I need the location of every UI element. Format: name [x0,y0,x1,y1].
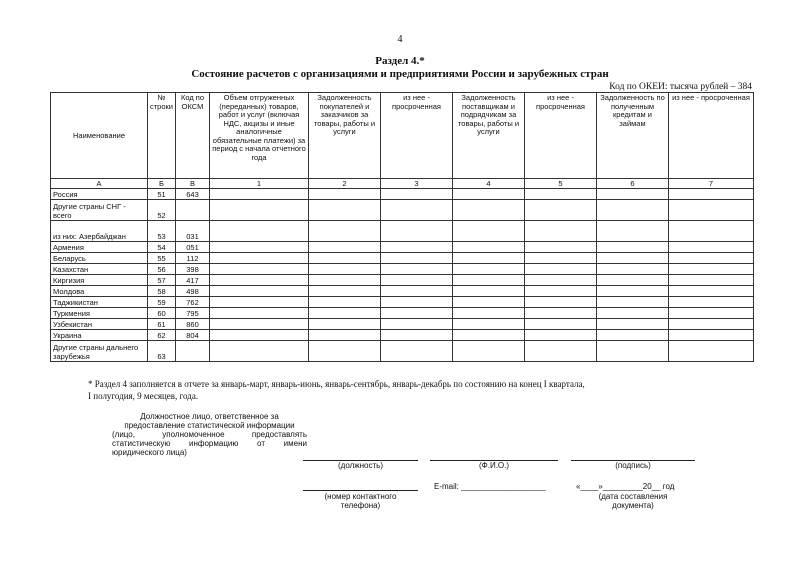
value-cell[interactable] [525,330,597,341]
value-cell[interactable] [210,200,309,221]
value-cell[interactable] [525,341,597,362]
value-cell[interactable] [381,200,453,221]
value-cell[interactable] [453,221,525,242]
official-line: юридического лица) [112,448,187,457]
row-line-number: 58 [148,286,176,297]
row-line-number: 57 [148,275,176,286]
value-cell[interactable] [669,341,754,362]
phone-caption-line: (номер контактного [324,492,397,501]
value-cell[interactable] [381,319,453,330]
value-cell[interactable] [309,319,381,330]
phone-line[interactable] [303,490,418,491]
header-col-2: Задолженность покупателей и заказчиков за товары, работы и услуги [309,93,381,179]
value-cell[interactable] [669,264,754,275]
row-name: Другие страны СНГ - всего [51,200,148,221]
value-cell[interactable] [525,308,597,319]
row-oksm-code: 762 [176,297,210,308]
value-cell[interactable] [210,341,309,362]
value-cell[interactable] [453,200,525,221]
value-cell[interactable] [525,319,597,330]
value-cell[interactable] [381,189,453,200]
value-cell[interactable] [453,330,525,341]
value-cell[interactable] [210,221,309,242]
value-cell[interactable] [525,253,597,264]
row-line-number: 63 [148,341,176,362]
row-name: Таджикистан [51,297,148,308]
col-letter: 5 [525,179,597,189]
header-col-3: из нее - просроченная [381,93,453,179]
col-letter: А [51,179,148,189]
col-letter: Б [148,179,176,189]
table-row [51,330,754,341]
value-cell[interactable] [669,330,754,341]
footnote-line: * Раздел 4 заполняется в отчете за январь-март, январь-июнь, январь-сентябрь, январь-декабрь по состоянию на конец I квартала, [88,379,585,389]
col-letter: В [176,179,210,189]
value-cell[interactable] [309,221,381,242]
table-header-row [51,93,754,179]
row-name: Киргизия [51,275,148,286]
value-cell[interactable] [453,242,525,253]
header-name: Наименование [51,93,148,179]
date-caption-line: документа) [612,501,654,510]
table-row [51,319,754,330]
table-row [51,286,754,297]
row-name: из них: Азербайджан [51,221,148,242]
official-line: (лицо, уполномоченное предоставлять [112,430,307,439]
value-cell[interactable] [309,200,381,221]
value-cell[interactable] [669,286,754,297]
column-letters-row [51,179,754,189]
value-cell[interactable] [309,308,381,319]
value-cell[interactable] [525,286,597,297]
row-name: Беларусь [51,253,148,264]
phone-caption-line: телефона) [340,501,381,510]
value-cell[interactable] [525,242,597,253]
value-cell[interactable] [381,264,453,275]
page-number: 4 [397,34,403,45]
row-oksm-code: 051 [176,242,210,253]
col-letter: 7 [669,179,754,189]
value-cell[interactable] [453,319,525,330]
row-oksm-code: 398 [176,264,210,275]
value-cell[interactable] [210,319,309,330]
table-row [51,275,754,286]
value-cell[interactable] [597,221,669,242]
value-cell[interactable] [669,189,754,200]
value-cell[interactable] [210,330,309,341]
date-field[interactable]: «____»_________20__ год [576,482,675,491]
value-cell[interactable] [309,242,381,253]
table-row [51,253,754,264]
value-cell[interactable] [597,275,669,286]
value-cell[interactable] [669,297,754,308]
value-cell[interactable] [309,330,381,341]
phone-caption [303,492,418,510]
value-cell[interactable] [525,221,597,242]
value-cell[interactable] [669,319,754,330]
value-cell[interactable] [381,308,453,319]
value-cell[interactable] [597,253,669,264]
value-cell[interactable] [669,200,754,221]
table-row [51,297,754,308]
settlements-table [50,92,754,362]
row-oksm-code [176,200,210,221]
row-line-number: 59 [148,297,176,308]
value-cell[interactable] [381,242,453,253]
row-line-number: 55 [148,253,176,264]
header-col-1: Объем отгруженных (переданных) товаров, работ и услуг (включая НДС, акцизы и иные аналогичные обязательные платежи) за период с начала отчетного года [210,93,309,179]
fio-caption: (Ф.И.О.) [478,461,510,470]
value-cell[interactable] [453,189,525,200]
col-letter: 4 [453,179,525,189]
value-cell[interactable] [210,275,309,286]
value-cell[interactable] [210,253,309,264]
value-cell[interactable] [597,264,669,275]
section-title: Раздел 4.* [375,55,425,67]
value-cell[interactable] [597,286,669,297]
value-cell[interactable] [453,341,525,362]
value-cell[interactable] [525,264,597,275]
row-name: Туркмения [51,308,148,319]
value-cell[interactable] [669,275,754,286]
value-cell[interactable] [210,242,309,253]
col-letter: 6 [597,179,669,189]
header-col-6: Задолженность по полученным кредитам и займам [597,93,669,179]
value-cell[interactable] [381,286,453,297]
row-oksm-code [176,341,210,362]
row-line-number: 61 [148,319,176,330]
header-col-7: из нее - просроченная [669,93,754,179]
row-name: Россия [51,189,148,200]
row-line-number: 62 [148,330,176,341]
row-oksm-code: 112 [176,253,210,264]
okei-code: Код по ОКЕИ: тысяча рублей – 384 [609,82,752,92]
official-person-block [112,412,307,457]
value-cell[interactable] [210,308,309,319]
value-cell[interactable] [381,297,453,308]
row-name: Армения [51,242,148,253]
row-oksm-code: 643 [176,189,210,200]
official-line: Должностное лицо, ответственное за [140,412,279,421]
value-cell[interactable] [309,341,381,362]
value-cell[interactable] [381,253,453,264]
value-cell[interactable] [525,297,597,308]
row-name: Молдова [51,286,148,297]
value-cell[interactable] [453,297,525,308]
value-cell[interactable] [453,253,525,264]
header-row-number: № строки [148,93,176,179]
value-cell[interactable] [525,189,597,200]
value-cell[interactable] [669,242,754,253]
value-cell[interactable] [597,319,669,330]
value-cell[interactable] [309,253,381,264]
value-cell[interactable] [309,286,381,297]
table-row [51,341,754,362]
value-cell[interactable] [597,242,669,253]
row-line-number: 51 [148,189,176,200]
value-cell[interactable] [597,200,669,221]
table-row [51,264,754,275]
value-cell[interactable] [309,297,381,308]
value-cell[interactable] [597,308,669,319]
table-row [51,200,754,221]
value-cell[interactable] [309,275,381,286]
row-line-number: 53 [148,221,176,242]
value-cell[interactable] [381,275,453,286]
value-cell[interactable] [453,308,525,319]
value-cell[interactable] [525,275,597,286]
value-cell[interactable] [597,341,669,362]
value-cell[interactable] [381,341,453,362]
row-line-number: 52 [148,200,176,221]
value-cell[interactable] [453,264,525,275]
value-cell[interactable] [669,221,754,242]
row-oksm-code: 498 [176,286,210,297]
value-cell[interactable] [309,189,381,200]
value-cell[interactable] [453,286,525,297]
row-line-number: 56 [148,264,176,275]
row-name: Украина [51,330,148,341]
official-line: предоставление статистической информации [124,421,295,430]
header-col-5: из нее - просроченная [525,93,597,179]
email-field[interactable]: E-mail: ___________________ [434,482,546,491]
value-cell[interactable] [381,330,453,341]
value-cell[interactable] [309,264,381,275]
row-line-number: 60 [148,308,176,319]
value-cell[interactable] [210,264,309,275]
row-name: Другие страны дальнего зарубежья [51,341,148,362]
value-cell[interactable] [453,275,525,286]
date-caption [571,492,695,510]
row-name: Узбекистан [51,319,148,330]
header-col-4: Задолженность поставщикам и подрядчикам за товары, работы и услуги [453,93,525,179]
signature-caption: (подпись) [615,461,651,470]
table-row [51,308,754,319]
row-oksm-code: 417 [176,275,210,286]
value-cell[interactable] [597,297,669,308]
value-cell[interactable] [381,221,453,242]
value-cell[interactable] [669,308,754,319]
value-cell[interactable] [669,253,754,264]
row-oksm-code: 804 [176,330,210,341]
table-row [51,242,754,253]
row-name: Казахстан [51,264,148,275]
official-line: статистическую информацию от имени [112,439,307,448]
table-row [51,221,754,242]
value-cell[interactable] [210,297,309,308]
col-letter: 1 [210,179,309,189]
header-oksm: Код по ОКСМ [176,93,210,179]
value-cell[interactable] [525,200,597,221]
row-oksm-code: 860 [176,319,210,330]
table-row [51,189,754,200]
value-cell[interactable] [597,330,669,341]
page-title: Состояние расчетов с организациями и предприятиями России и зарубежных стран [191,68,609,80]
footnote-line: I полугодия, 9 месяцев, года. [88,391,199,401]
footnote [88,378,768,402]
row-oksm-code: 795 [176,308,210,319]
value-cell[interactable] [210,286,309,297]
position-caption: (должность) [338,461,383,470]
date-caption-line: (дата составления [598,492,668,501]
value-cell[interactable] [210,189,309,200]
value-cell[interactable] [597,189,669,200]
col-letter: 2 [309,179,381,189]
row-oksm-code: 031 [176,221,210,242]
row-line-number: 54 [148,242,176,253]
col-letter: 3 [381,179,453,189]
